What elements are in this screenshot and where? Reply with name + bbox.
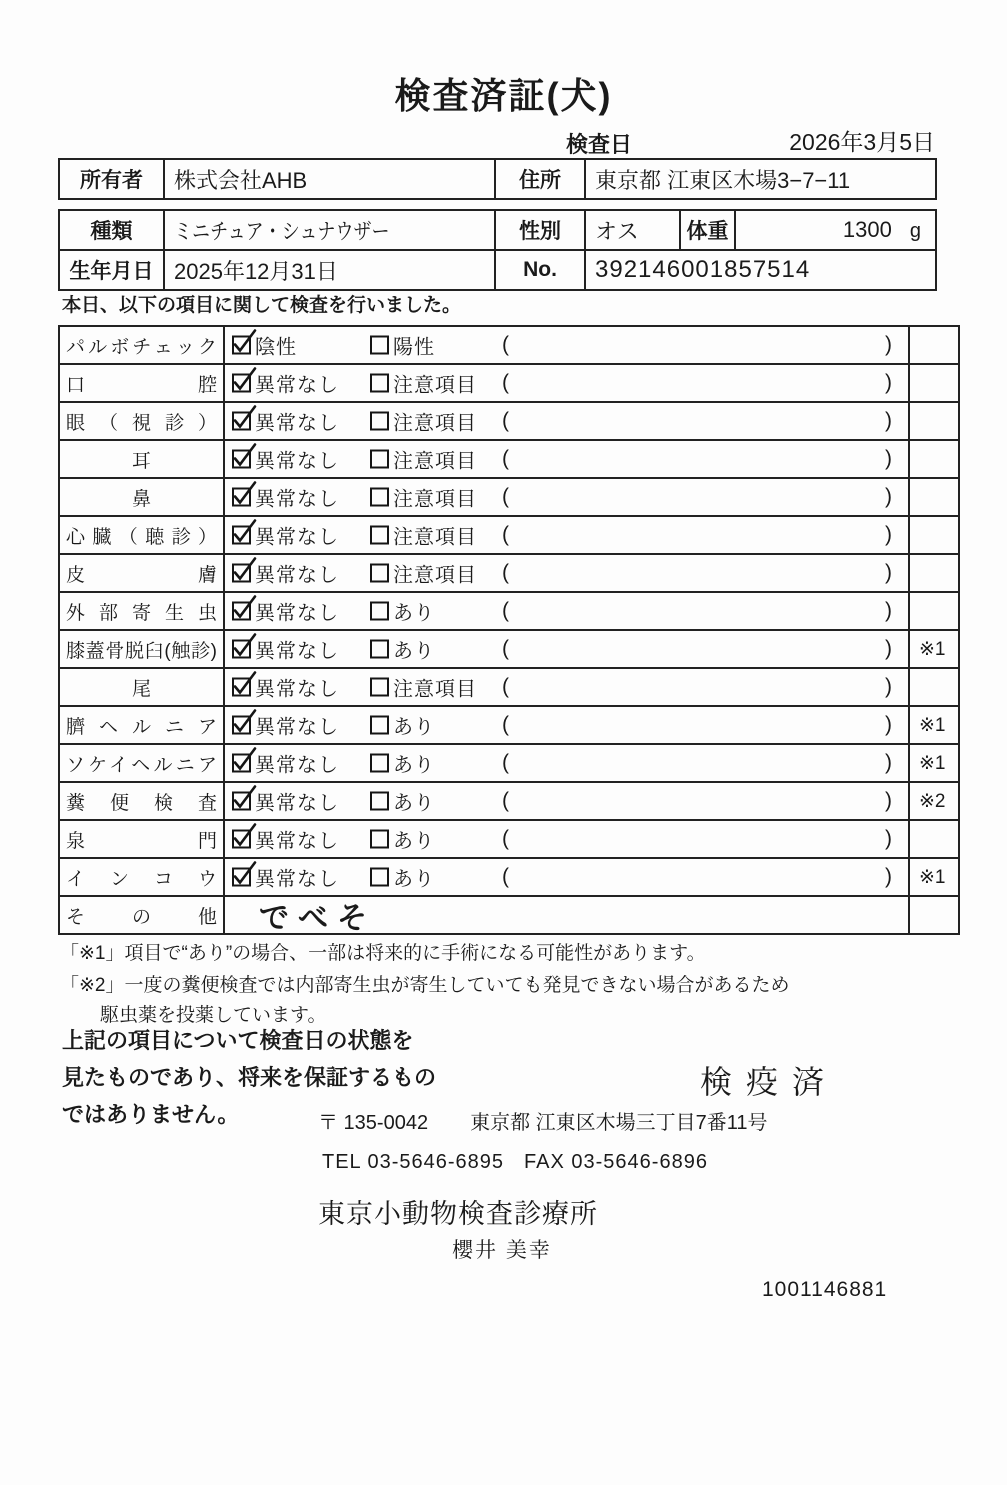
footnote-ref-mark xyxy=(909,896,959,934)
paren-close: ) xyxy=(885,409,892,432)
handwritten-note: でべそ xyxy=(259,901,376,934)
checked-option-label: 陰性 xyxy=(255,336,297,359)
birth-value: 2025年12月31日 xyxy=(164,250,495,290)
paren-open: ( xyxy=(502,561,509,584)
other-option-label: あり xyxy=(393,868,435,891)
paren-open: ( xyxy=(502,523,509,546)
check-result-inner xyxy=(225,897,908,933)
checkbox-unchecked-icon xyxy=(370,412,389,431)
checkbox-unchecked-icon xyxy=(370,678,389,697)
other-option-label: 陽性 xyxy=(393,336,435,359)
check-result-cell xyxy=(224,326,909,364)
check-result-cell xyxy=(224,630,909,668)
checklist-row xyxy=(59,516,959,554)
paren-close: ) xyxy=(885,751,892,774)
checkbox-unchecked-icon xyxy=(370,830,389,849)
owner-value: 株式会社AHB xyxy=(164,159,495,199)
paren-close: ) xyxy=(885,523,892,546)
check-item-label: 皮膚 xyxy=(59,554,224,592)
birth-label: 生年月日 xyxy=(59,250,164,290)
check-item-label: パルボチェック xyxy=(59,326,224,364)
check-result-cell xyxy=(224,668,909,706)
check-result-cell xyxy=(224,744,909,782)
weight-unit: g xyxy=(909,220,921,242)
paren-open: ( xyxy=(502,371,509,394)
checkbox-checked-icon xyxy=(232,412,251,431)
other-option-label: 注意項目 xyxy=(393,488,477,511)
check-item-label: 心臓（聴診） xyxy=(59,516,224,554)
checkbox-checked-icon xyxy=(232,754,251,773)
clinic-name: 東京小動物検査診療所 xyxy=(318,1199,598,1229)
owner-label: 所有者 xyxy=(59,159,164,199)
footnote-ref-mark xyxy=(909,364,959,402)
check-item-label: インコウ xyxy=(59,858,224,896)
other-option-label: あり xyxy=(393,792,435,815)
paren-close: ) xyxy=(885,485,892,508)
exam-date-value: 2026年3月5日 xyxy=(789,129,935,155)
check-result-cell xyxy=(224,706,909,744)
checked-option-label: 異常なし xyxy=(255,526,339,549)
checklist-row xyxy=(59,820,959,858)
checked-option-label: 異常なし xyxy=(255,754,339,777)
checkbox-unchecked-icon xyxy=(370,754,389,773)
sex-value: オス xyxy=(585,210,680,250)
checklist-row xyxy=(59,706,959,744)
clinic-phone-line xyxy=(322,1151,708,1174)
owner-row xyxy=(59,159,936,199)
checked-option-label: 異常なし xyxy=(255,488,339,511)
document-serial-number: 1001146881 xyxy=(762,1278,888,1301)
owner-table xyxy=(58,158,937,200)
check-result-inner xyxy=(225,327,908,363)
checkbox-unchecked-icon xyxy=(370,640,389,659)
paren-open: ( xyxy=(502,637,509,660)
checkbox-checked-icon xyxy=(232,716,251,735)
footnote-ref-mark xyxy=(909,326,959,364)
check-result-inner xyxy=(225,593,908,629)
check-result-cell xyxy=(224,592,909,630)
checkbox-checked-icon xyxy=(232,526,251,545)
checkbox-checked-icon xyxy=(232,830,251,849)
clinic-tel: TEL 03-5646-6895 xyxy=(322,1151,505,1173)
breed-label: 種類 xyxy=(59,210,164,250)
check-item-label: 膝蓋骨脱臼(触診) xyxy=(59,630,224,668)
quarantine-stamp: 検疫済 xyxy=(700,1064,839,1100)
check-result-inner xyxy=(225,783,908,819)
disclaimer-line-1: 上記の項目について検査日の状態を xyxy=(62,1028,414,1053)
check-mark-icon xyxy=(231,670,258,699)
check-result-inner xyxy=(225,631,908,667)
checkbox-checked-icon xyxy=(232,640,251,659)
checklist-row xyxy=(59,554,959,592)
veterinarian-name: 櫻井 美幸 xyxy=(452,1239,552,1262)
checklist-row xyxy=(59,744,959,782)
other-option-label: あり xyxy=(393,716,435,739)
page-title: 検査済証(犬) xyxy=(394,75,613,116)
checked-option-label: 異常なし xyxy=(255,792,339,815)
checked-option-label: 異常なし xyxy=(255,640,339,663)
checked-option-label: 異常なし xyxy=(255,602,339,625)
check-result-cell xyxy=(224,782,909,820)
weight-value-cell xyxy=(735,210,936,250)
checklist-row xyxy=(59,858,959,896)
check-result-cell xyxy=(224,858,909,896)
check-mark-icon xyxy=(231,594,258,623)
check-result-inner xyxy=(225,707,908,743)
checkbox-checked-icon xyxy=(232,678,251,697)
check-result-inner xyxy=(225,821,908,857)
breed-value-text: ミニチュア・シュナウザー xyxy=(174,218,390,244)
checkbox-unchecked-icon xyxy=(370,336,389,355)
checked-option-label: 異常なし xyxy=(255,678,339,701)
no-label: No. xyxy=(495,250,585,290)
check-result-cell xyxy=(224,516,909,554)
check-mark-icon xyxy=(231,822,258,851)
paren-close: ) xyxy=(885,789,892,812)
check-item-label: 口腔 xyxy=(59,364,224,402)
check-result-inner xyxy=(225,517,908,553)
paren-open: ( xyxy=(502,409,509,432)
check-item-label: その他 xyxy=(59,896,224,934)
footnote-2-continued: 駆虫薬を投薬しています。 xyxy=(100,1005,327,1026)
footnote-ref-mark: ※2 xyxy=(909,782,959,820)
footnote-ref-mark xyxy=(909,668,959,706)
paren-open: ( xyxy=(502,599,509,622)
checkbox-unchecked-icon xyxy=(370,564,389,583)
checked-option-label: 異常なし xyxy=(255,450,339,473)
other-option-label: 注意項目 xyxy=(393,374,477,397)
footnote-ref-mark xyxy=(909,478,959,516)
disclaimer-line-3: ではありません。 xyxy=(62,1102,240,1127)
no-value: 392146001857514 xyxy=(585,250,936,290)
check-mark-icon xyxy=(231,784,258,813)
birth-row xyxy=(59,250,936,290)
checkbox-unchecked-icon xyxy=(370,792,389,811)
weight-value: 1300 xyxy=(842,217,892,242)
checklist-row xyxy=(59,440,959,478)
checkbox-checked-icon xyxy=(232,488,251,507)
checked-option-label: 異常なし xyxy=(255,564,339,587)
paren-close: ) xyxy=(885,865,892,888)
paren-open: ( xyxy=(502,865,509,888)
check-mark-icon xyxy=(231,518,258,547)
footnote-1: 「※1」項目で“あり”の場合、一部は将来的に手術になる可能性があります。 xyxy=(60,943,706,964)
checklist-row xyxy=(59,896,959,934)
checklist-row xyxy=(59,478,959,516)
checkbox-unchecked-icon xyxy=(370,374,389,393)
check-mark-icon xyxy=(231,632,258,661)
checklist-body xyxy=(59,326,959,934)
check-item-label: 糞便検査 xyxy=(59,782,224,820)
check-item-label: 鼻 xyxy=(59,478,224,516)
paren-close: ) xyxy=(885,713,892,736)
checked-option-label: 異常なし xyxy=(255,716,339,739)
clinic-fax: FAX 03-5646-6896 xyxy=(524,1151,708,1173)
paren-close: ) xyxy=(885,599,892,622)
footnote-ref-mark: ※1 xyxy=(909,630,959,668)
check-item-label: 耳 xyxy=(59,440,224,478)
footnote-2: 「※2」一度の糞便検査では内部寄生虫が寄生していても発見できない場合があるため xyxy=(60,975,790,996)
checkbox-unchecked-icon xyxy=(370,526,389,545)
paren-open: ( xyxy=(502,485,509,508)
check-mark-icon xyxy=(231,556,258,585)
check-result-cell xyxy=(224,364,909,402)
checklist-row xyxy=(59,782,959,820)
checkbox-checked-icon xyxy=(232,450,251,469)
checkbox-unchecked-icon xyxy=(370,716,389,735)
checkbox-checked-icon xyxy=(232,792,251,811)
address-value: 東京都 江東区木場3−7−11 xyxy=(585,159,936,199)
paren-open: ( xyxy=(502,447,509,470)
checklist-row xyxy=(59,364,959,402)
disclaimer-line-2: 見たものであり、将来を保証するもの xyxy=(62,1065,437,1090)
paren-close: ) xyxy=(885,371,892,394)
paren-close: ) xyxy=(885,561,892,584)
check-mark-icon xyxy=(231,708,258,737)
check-result-cell xyxy=(224,478,909,516)
paren-close: ) xyxy=(885,827,892,850)
intro-text: 本日、以下の項目に関して検査を行いました。 xyxy=(62,295,462,316)
check-mark-icon xyxy=(231,404,258,433)
clinic-address: 東京都 江東区木場三丁目7番11号 xyxy=(470,1112,768,1134)
checklist-row xyxy=(59,402,959,440)
paren-open: ( xyxy=(502,713,509,736)
paren-close: ) xyxy=(885,447,892,470)
breed-row xyxy=(59,210,936,250)
other-option-label: あり xyxy=(393,754,435,777)
check-result-inner xyxy=(225,669,908,705)
paren-close: ) xyxy=(885,675,892,698)
check-result-inner xyxy=(225,859,908,895)
check-item-label: 臍ヘルニア xyxy=(59,706,224,744)
footnote-ref-mark: ※1 xyxy=(909,744,959,782)
other-option-label: 注意項目 xyxy=(393,526,477,549)
check-item-label: ソケイヘルニア xyxy=(59,744,224,782)
breed-value xyxy=(164,210,495,250)
footnotes xyxy=(60,938,790,1032)
paren-open: ( xyxy=(502,751,509,774)
other-option-label: あり xyxy=(393,830,435,853)
checked-option-label: 異常なし xyxy=(255,830,339,853)
checked-option-label: 異常なし xyxy=(255,868,339,891)
check-result-cell xyxy=(224,896,909,934)
footnote-ref-mark xyxy=(909,402,959,440)
check-item-label: 泉門 xyxy=(59,820,224,858)
other-option-label: あり xyxy=(393,602,435,625)
other-option-label: 注意項目 xyxy=(393,564,477,587)
check-item-label: 眼（視診） xyxy=(59,402,224,440)
other-option-label: 注意項目 xyxy=(393,678,477,701)
checklist-row xyxy=(59,326,959,364)
footnote-ref-mark xyxy=(909,592,959,630)
checkbox-checked-icon xyxy=(232,374,251,393)
check-mark-icon xyxy=(231,328,258,357)
other-option-label: 注意項目 xyxy=(393,450,477,473)
other-option-label: あり xyxy=(393,640,435,663)
check-result-inner xyxy=(225,441,908,477)
check-result-inner xyxy=(225,745,908,781)
address-label: 住所 xyxy=(495,159,585,199)
check-result-cell xyxy=(224,554,909,592)
check-result-inner xyxy=(225,479,908,515)
check-result-inner xyxy=(225,403,908,439)
check-mark-icon xyxy=(231,442,258,471)
checked-option-label: 異常なし xyxy=(255,374,339,397)
checkbox-unchecked-icon xyxy=(370,450,389,469)
weight-label: 体重 xyxy=(680,210,735,250)
checklist-row xyxy=(59,592,959,630)
check-result-cell xyxy=(224,402,909,440)
checklist-row xyxy=(59,668,959,706)
check-mark-icon xyxy=(231,746,258,775)
checked-option-label: 異常なし xyxy=(255,412,339,435)
check-item-label: 尾 xyxy=(59,668,224,706)
footnote-ref-mark xyxy=(909,440,959,478)
check-result-inner xyxy=(225,555,908,591)
check-result-cell xyxy=(224,820,909,858)
check-item-label: 外部寄生虫 xyxy=(59,592,224,630)
clinic-address-line xyxy=(318,1106,768,1135)
checkbox-checked-icon xyxy=(232,602,251,621)
checkbox-checked-icon xyxy=(232,336,251,355)
paren-close: ) xyxy=(885,333,892,356)
checkbox-unchecked-icon xyxy=(370,868,389,887)
checkbox-checked-icon xyxy=(232,564,251,583)
footnote-ref-mark xyxy=(909,554,959,592)
other-option-label: 注意項目 xyxy=(393,412,477,435)
pet-info-table xyxy=(58,209,937,291)
check-mark-icon xyxy=(231,366,258,395)
footnote-ref-mark xyxy=(909,820,959,858)
clinic-postal-code: 〒 135-0042 xyxy=(318,1112,429,1134)
paren-close: ) xyxy=(885,637,892,660)
checklist-table xyxy=(58,325,960,935)
checkbox-checked-icon xyxy=(232,868,251,887)
paren-open: ( xyxy=(502,333,509,356)
check-result-inner xyxy=(225,365,908,401)
paren-open: ( xyxy=(502,675,509,698)
footnote-ref-mark: ※1 xyxy=(909,858,959,896)
paren-open: ( xyxy=(502,827,509,850)
check-mark-icon xyxy=(231,480,258,509)
check-result-cell xyxy=(224,440,909,478)
checklist-row xyxy=(59,630,959,668)
exam-date-label: 検査日 xyxy=(566,132,633,157)
check-mark-icon xyxy=(231,860,258,889)
checkbox-unchecked-icon xyxy=(370,488,389,507)
footnote-ref-mark: ※1 xyxy=(909,706,959,744)
paren-open: ( xyxy=(502,789,509,812)
checkbox-unchecked-icon xyxy=(370,602,389,621)
footnote-ref-mark xyxy=(909,516,959,554)
sex-label: 性別 xyxy=(495,210,585,250)
